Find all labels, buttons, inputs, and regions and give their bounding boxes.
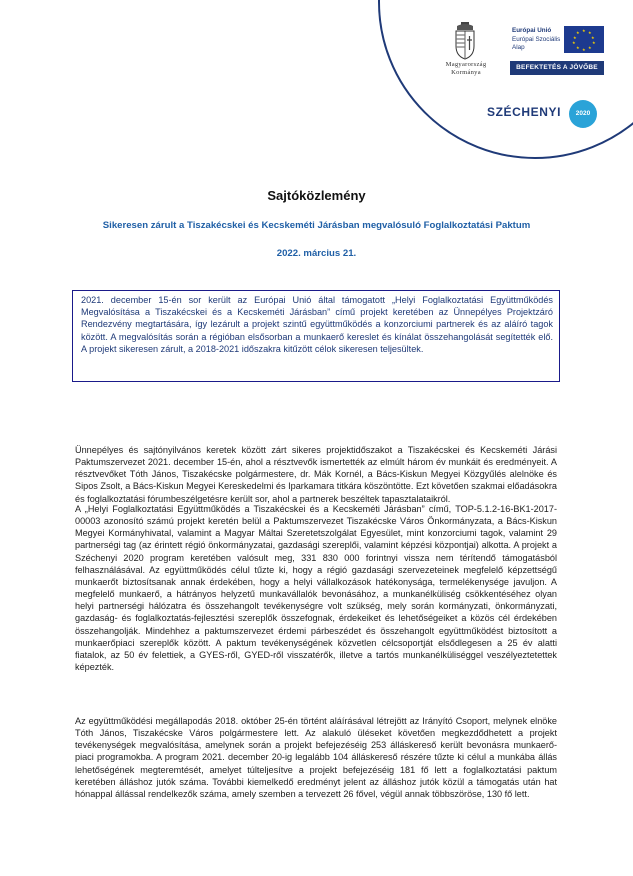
government-logo-text [433,61,499,77]
press-release-title: Sajtóközlemény [267,188,366,203]
gov-name-line1: Magyarország [445,61,487,68]
eu-line3: Alap [512,44,525,51]
lead-summary-box: 2021. december 15-én sor került az Európai Unió által támogatott „Helyi Foglalkoztatási Együttműködés Megvalósítása a Tiszakécskei és a Kecskeméti Járásban” című projekt keretében az Ünnepélyes Projektzáró Rendezvény megtartására, így lezárult a projekt szintű együttműködés a konzorciumi partnerek és az aláíró tagok között. A megvalósítás során a régióban elsősorban a munkaerő kereslet és kínálat összehangolását segítették elő. A projekt sikeresen zárult, a 2018-2021 időszakra kitűzött célok sikeresen teljesültek. [72,290,560,382]
body-paragraph-3: Az együttműködési megállapodás 2018. október 25-én történt aláírásával létrejött az Irányító Csoport, melynek elnöke Tóth János, Tiszakécske Város polgármestere lett. Az alakuló üléseket követően megkezdődhetett a projekt tevékenységek megvalósítása, amelynek során a projekt befejezéséig 253 álláskereső került bevonásra munkaerő-piaci programokba. A program 2021. december 20-ig legalább 104 álláskereső részére tűzte ki célul a munkába állás lehetőségének megteremtését, amelyet túlteljesítve a projekt befejezéséig 181 fő lett a foglalkoztatási paktum keretében álláshoz jutók száma. További kiemelkedő eredményt jelent az álláshoz jutók közül a támogatás után hat hónappal állással rendelkezők száma, amely szemben a tervezett 26 fővel, végül annak többszöröse, 130 fő lett. [75,716,557,799]
szechenyi-2020-badge: 2020 [569,100,597,128]
press-release-date: 2022. március 21. [276,248,357,259]
eu-fund-label [512,27,560,53]
investment-banner: BEFEKTETÉS A JÖVŐBE [510,61,604,75]
header-logo-arc [378,0,633,159]
hungarian-coat-of-arms-icon [452,22,478,60]
szechenyi-logo-text: SZÉCHENYI [487,105,562,119]
eu-line1: Európai Unió [512,27,552,34]
body-paragraph-2: A „Helyi Foglalkoztatási Együttműködés a Tiszakécskei és a Kecskeméti Járásban” című, TOP-5.1.2-16-BK1-2017-00003 azonosító számú projekt keretén belül a Paktumszervezet Tiszakécske Város Önkormányzata, a Bács-Kiskun Megyei Kormányhivatal, valamint a Magyar Máltai Szeretetszolgálat Egyesület, mint konzorciumi tagok, valamint 29 partnerségi tag (az érintett régió önkormányzatai, gazdasági szereplői, valamint képzési központjai) alkotta. A projekt a Széchenyi 2020 program keretében valósult meg, 331 830 000 forintnyi vissza nem térítendő támogatásból felhasználásával. Az együttműködés célul tűzte ki, hogy a régió gazdasági szervezeteinek megfelelő képzettségű munkaerőt biztosítsanak annak érdekében, hogy a helyi vállalkozások hatékonysága, termelékenysége javuljon. A megfelelő munkaerő, a hátrányos helyzetű munkavállalók bevonásához, a munkanélküliség csökkentéséhez olyan helyi partnerségi hálózatra és összehangolt tevékenységre volt szükség, mely során kormányzati, önkormányzati, gazdaság- és foglalkoztatás-fejlesztési szereplők összefognak, érdekeiket és lehetőségeiket a közös cél érdekében összehangolják. Mindehhez a paktumszervezet érdemi párbeszédet és összehangolt együttműködést biztosított a munkaerőpiaci szereplők között. A paktum tevékenységének közvetlen célcsoportját elsődlegesen a 25 év alatti fiatalok, az 50 év felettiek, a GYES-ről, GYED-ről visszatérők, illetve a tartós munkanélküliséggel veszélyeztetettek képezték. [75,504,557,673]
gov-name-line2: Kormánya [451,69,481,76]
press-release-subtitle: Sikeresen zárult a Tiszakécskei és Kecskeméti Járásban megvalósuló Foglalkoztatási Paktum [102,220,531,231]
eu-line2: Európai Szociális [512,35,561,43]
eu-flag-icon: ★ ★ ★ ★ ★ ★ ★ ★ ★ ★ [564,26,604,53]
body-paragraph-1: Ünnepélyes és sajtónyilvános keretek között zárt sikeres projektidőszakot a Tiszakécskei és Kecskeméti Járási Paktumszervezet 2021. december 15-én, ahol a résztvevők ismertették az elmúlt három év munkáit és eredményeit. A résztvevőket Tóth János, Tiszakécske polgármestere, dr. Mák Kornél, a Bács-Kiskun Megyei Közgyűlés alelnöke és Sipos Zsolt, a Bács-Kiskun Megyei Kereskedelmi és Iparkamara titkára köszöntötte. Ezt követően szakmai előadásokra és foglalkoztatási fórumbeszélgetésre került sor, ahol a partnerek beszéltek tapasztalataikról. [75,445,557,504]
